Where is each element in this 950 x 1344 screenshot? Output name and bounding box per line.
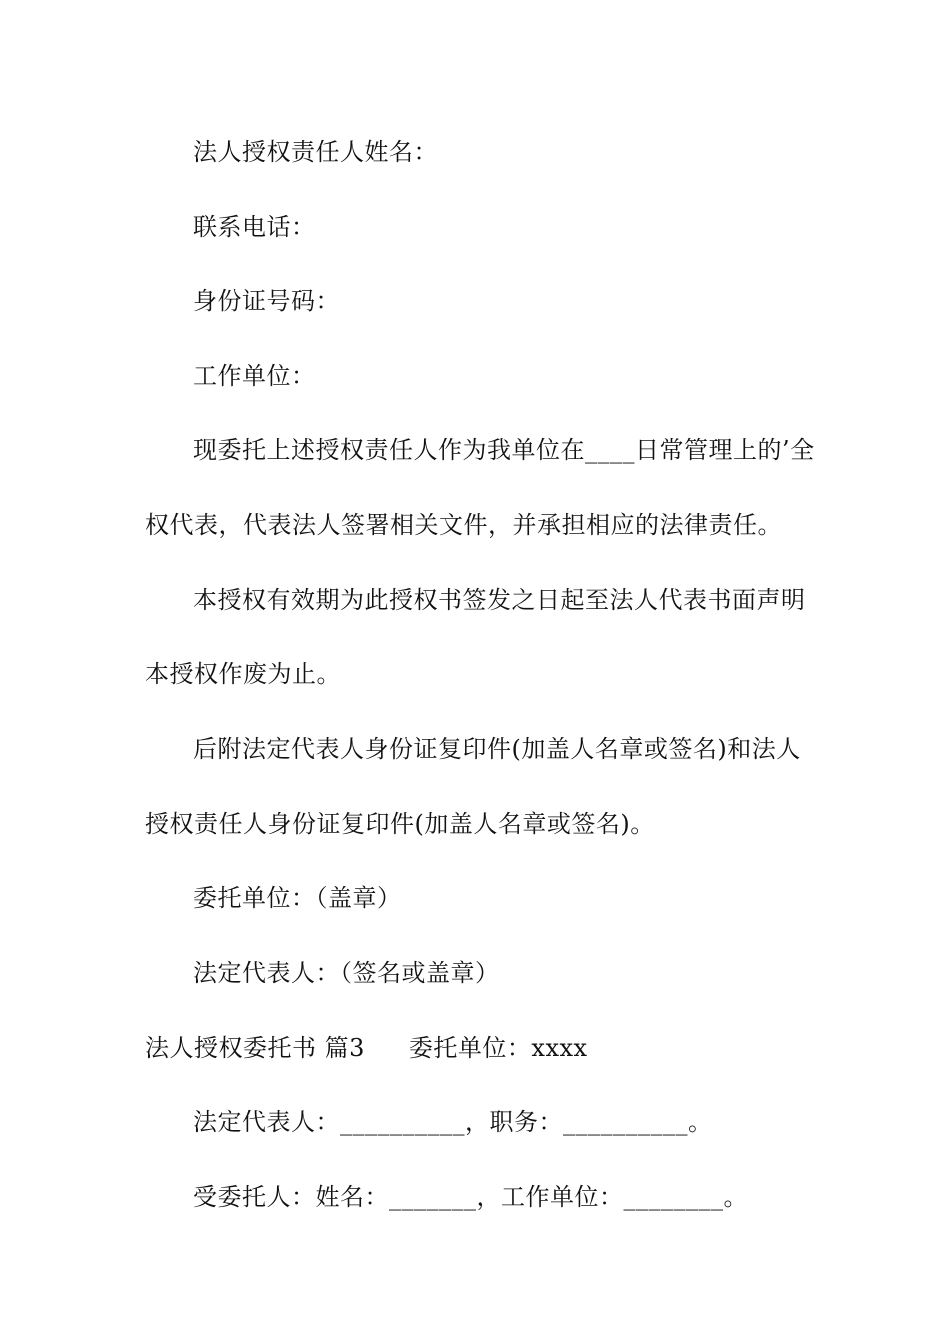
paragraph-line: 授权责任人身份证复印件(加盖人名章或签名)。: [145, 810, 655, 838]
field-legal-representative-position: 法定代表人：__________，职务：__________。: [193, 1108, 713, 1136]
field-legal-representative-signature: 法定代表人：（签名或盖章）: [193, 959, 500, 987]
field-trustee-name-unit: 受委托人：姓名：_______，工作单位：________。: [193, 1183, 748, 1211]
section-heading-row: [145, 1032, 588, 1064]
field-id-number: 身份证号码：: [193, 287, 340, 315]
field-entrusting-unit-seal: 委托单位：（盖章）: [193, 884, 402, 912]
paragraph-line: 本授权有效期为此授权书签发之日起至法人代表书面声明: [193, 586, 806, 614]
field-contact-phone: 联系电话：: [193, 213, 316, 241]
paragraph-line: 权代表，代表法人签署相关文件，并承担相应的法律责任。: [145, 511, 782, 539]
field-entrusting-unit: 委托单位：xxxx: [408, 1034, 588, 1062]
paragraph-line: 本授权作废为止。: [145, 660, 341, 688]
section-heading: 法人授权委托书 篇3: [145, 1034, 365, 1062]
paragraph-line: 后附法定代表人身份证复印件(加盖人名章或签名)和法人: [193, 735, 801, 763]
field-work-unit: 工作单位：: [193, 362, 316, 390]
paragraph-line: 现委托上述授权责任人作为我单位在____日常管理上的’全: [193, 436, 815, 464]
field-authorized-person-name: 法人授权责任人姓名：: [193, 138, 438, 166]
